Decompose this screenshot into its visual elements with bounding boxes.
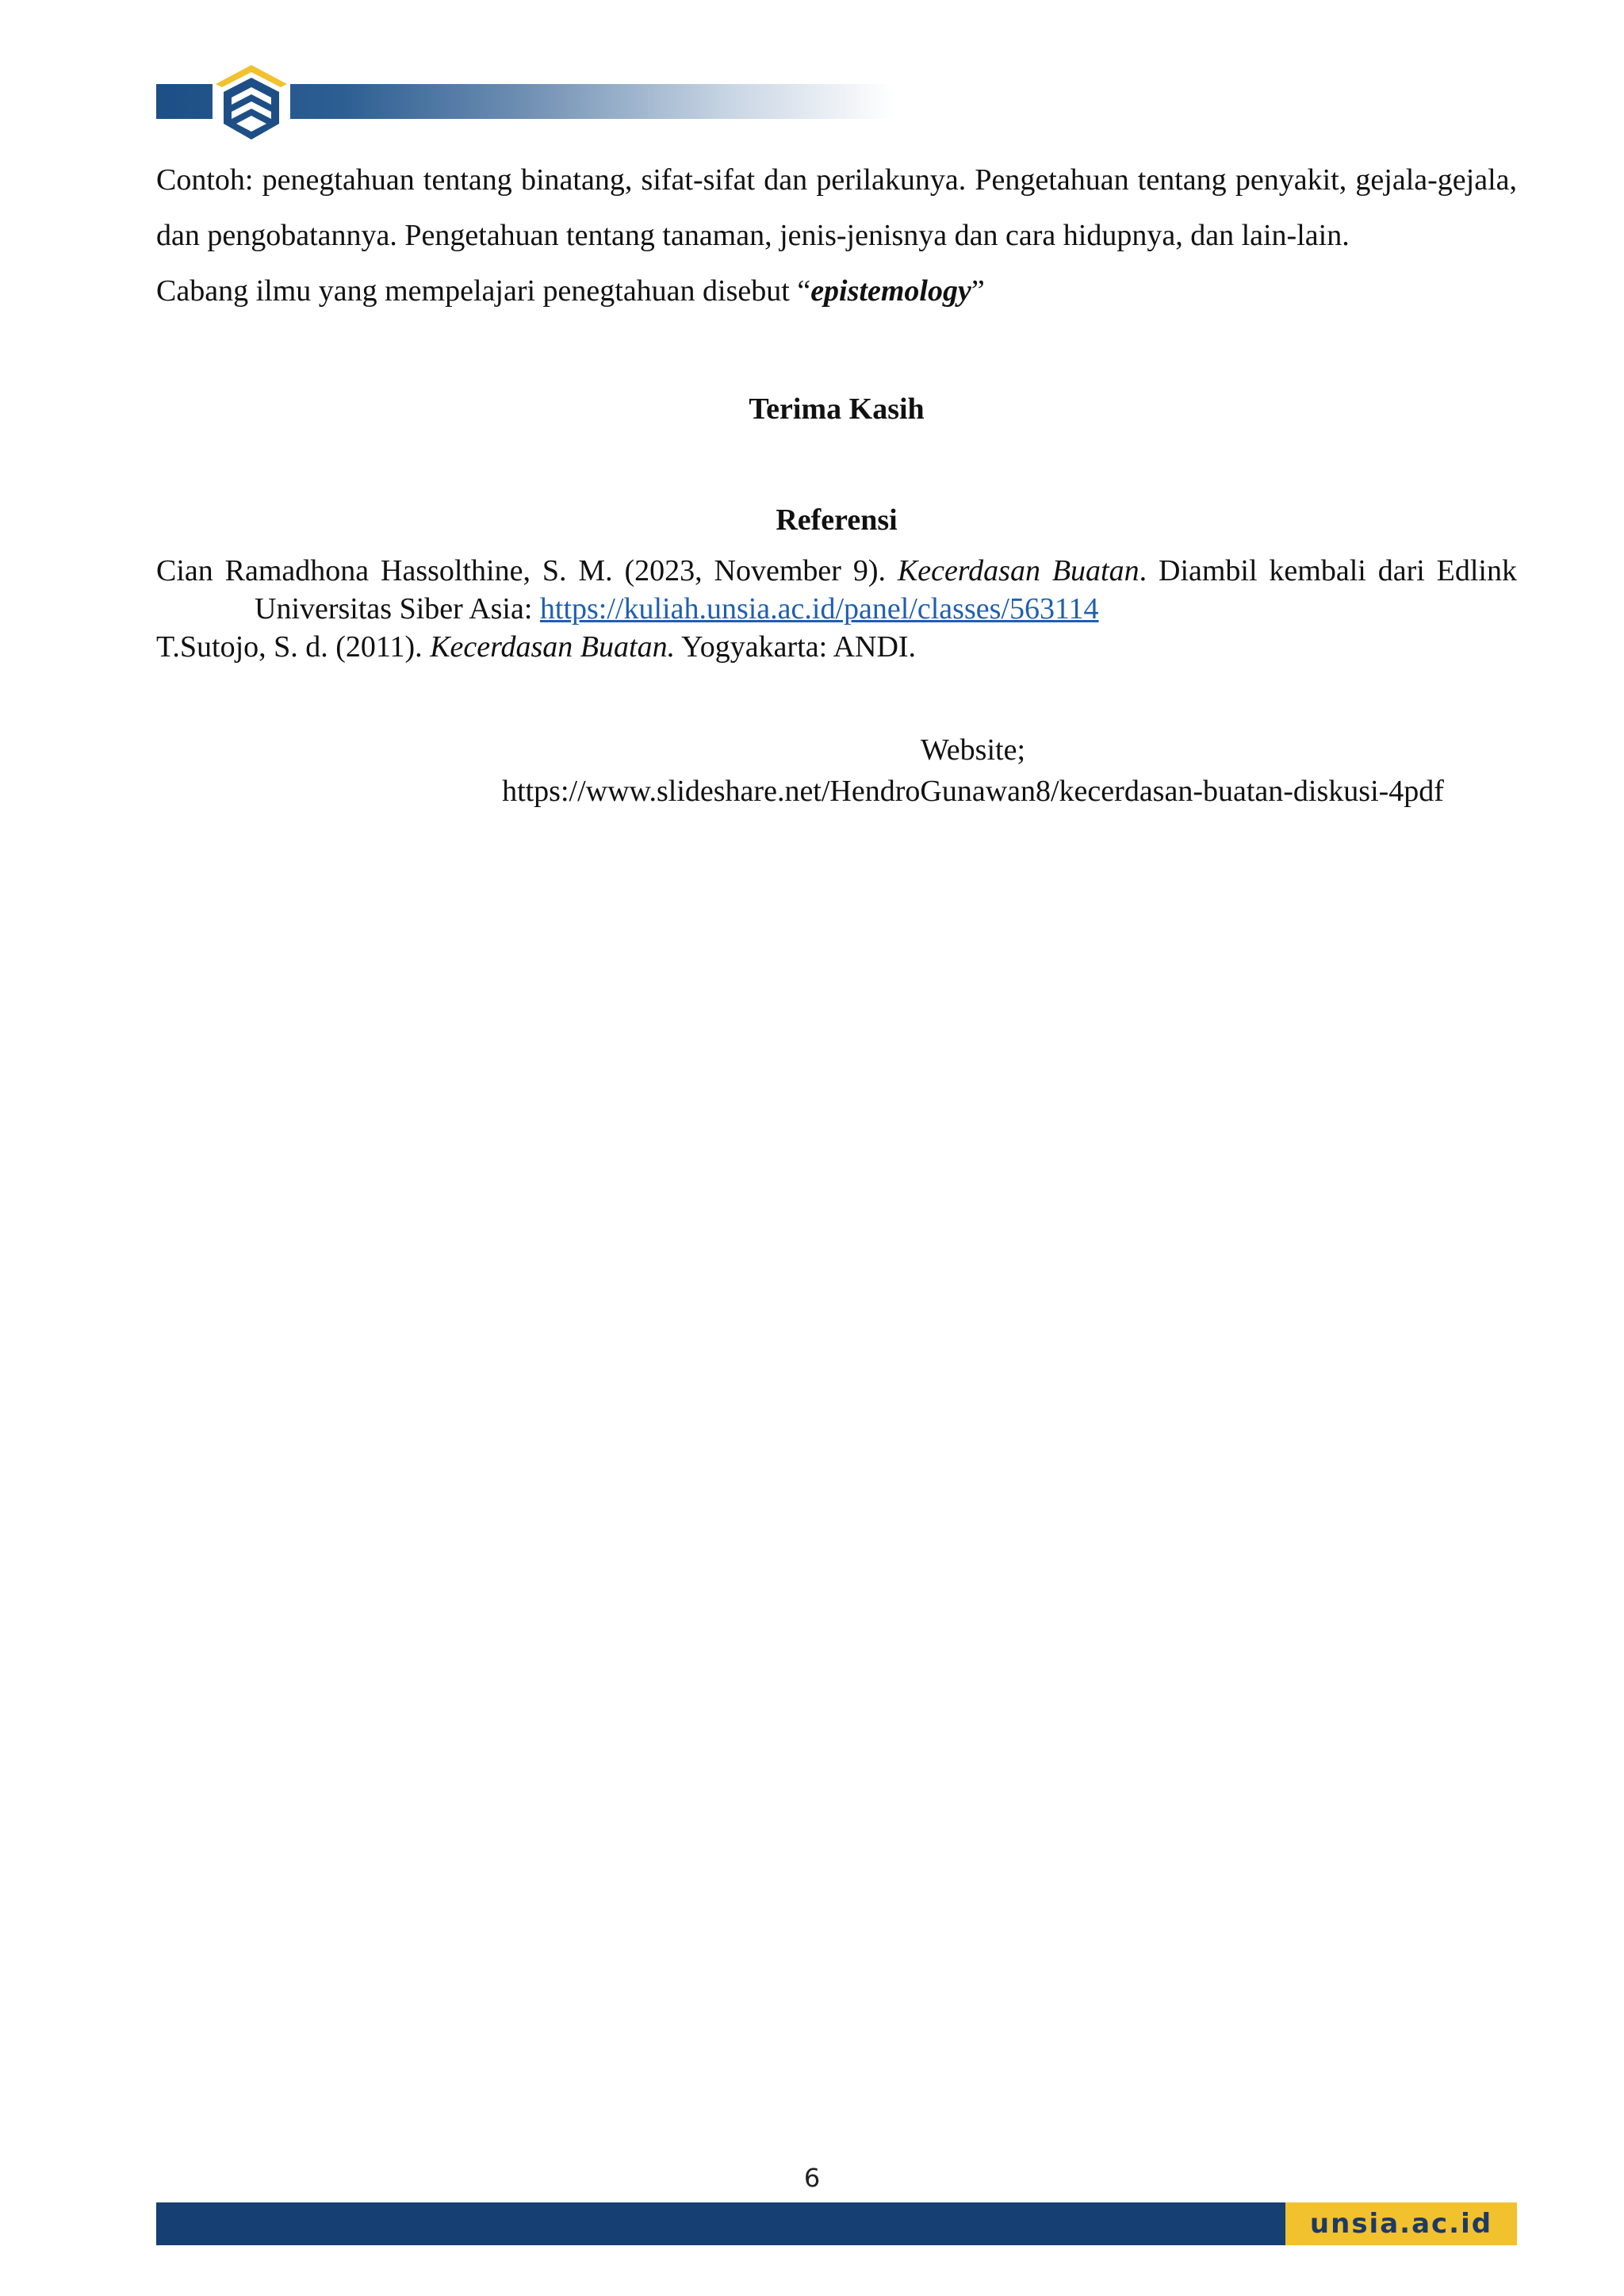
references-heading: Referensi: [776, 503, 898, 537]
website-section: [354, 729, 1473, 812]
reference-publisher: Yogyakarta: ANDI.: [675, 630, 917, 664]
reference-author: T.Sutojo, S. d. (2011).: [156, 630, 431, 664]
paragraph-suffix: ”: [971, 274, 985, 308]
footer-bar: [156, 2202, 1517, 2245]
reference-author: Cian Ramadhona Hassolthine, S. M. (2023, November 9).: [156, 554, 898, 587]
website-label: Website;: [920, 733, 1026, 767]
unsia-logo-icon: [208, 60, 295, 151]
paragraph-prefix: Cabang ilmu yang mempelajari penegtahuan disebut “: [156, 274, 811, 308]
epistemology-paragraph: [156, 263, 1517, 319]
reference-item: [156, 552, 1517, 628]
reference-title: Kecerdasan Buatan.: [430, 630, 676, 664]
website-url: https://www.slideshare.net/HendroGunawan8/kecerdasan-buatan-diskusi-4pdf: [502, 775, 1444, 808]
reference-title: Kecerdasan Buatan: [897, 554, 1139, 587]
reference-list: [156, 552, 1517, 666]
thanks-heading: Terima Kasih: [749, 392, 925, 426]
document-body: [156, 152, 1517, 812]
example-paragraph: Contoh: penegtahuan tentang binatang, sifat-sifat dan perilakunya. Pengetahuan tentang penyakit, gejala-gejala, dan pengobatannya. Pengetahuan tentang tanaman, jenis-jenisnya dan cara hidupnya, dan lain-lain.: [156, 163, 1517, 252]
page-number: 6: [803, 2163, 821, 2193]
epistemology-term: epistemology: [810, 274, 971, 308]
reference-item: [156, 628, 1517, 666]
reference-link[interactable]: https://kuliah.unsia.ac.id/panel/classes/563114: [539, 592, 1099, 626]
footer-site-badge: unsia.ac.id: [1285, 2202, 1517, 2245]
reference-source: . Diambil kembali dari Edlink Universitas Siber Asia:: [255, 554, 1517, 626]
